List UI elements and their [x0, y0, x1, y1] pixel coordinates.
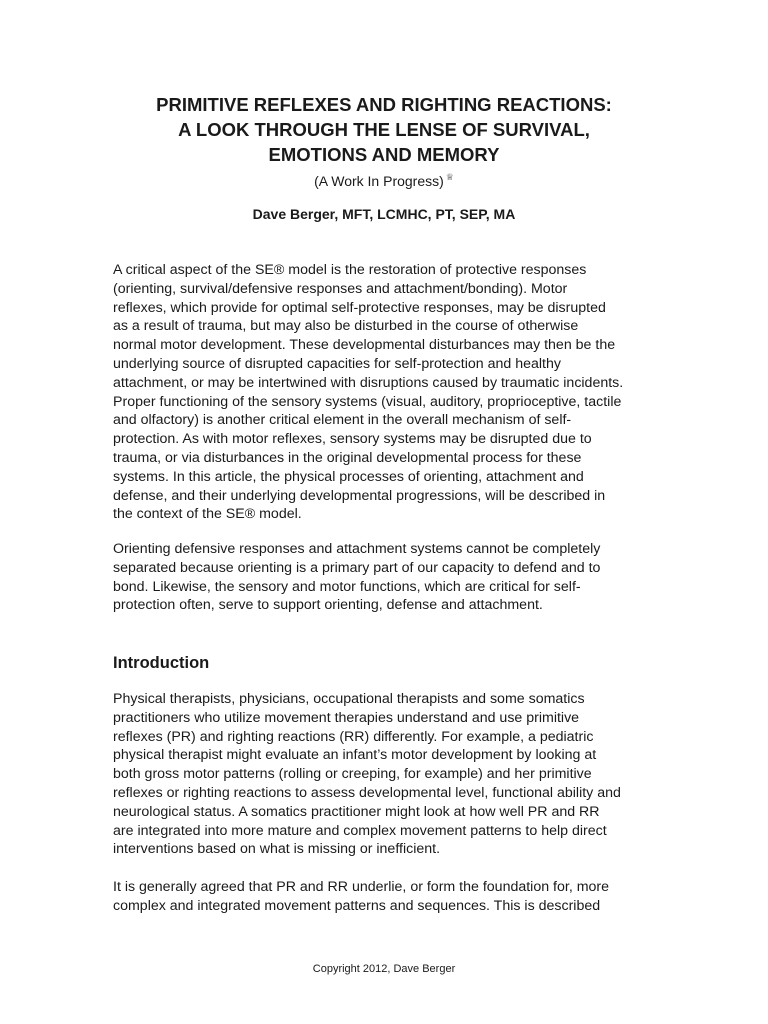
paragraph-line: normal motor development. These developmental disturbances may then be the: [113, 337, 616, 354]
paragraph-line: are integrated into more mature and complex movement patterns to help direct: [113, 822, 607, 839]
paragraph-line: reflexes (PR) and righting reactions (RR) differently. For example, a pediatric: [113, 728, 594, 745]
title-line-3: EMOTIONS AND MEMORY: [268, 144, 500, 165]
paragraph-line: bond. Likewise, the sensory and motor functions, which are critical for self-: [113, 578, 581, 595]
paragraph-line: reflexes or righting reactions to assess developmental level, functional ability and: [113, 784, 621, 801]
title-line-2: A LOOK THROUGH THE LENSE OF SURVIVAL,: [178, 119, 590, 140]
paragraph-line: Physical therapists, physicians, occupational therapists and some somatics: [113, 691, 585, 707]
title-line-1: PRIMITIVE REFLEXES AND RIGHTING REACTIONS:: [156, 94, 612, 115]
paragraph-line: trauma, or via disturbances in the original developmental process for these: [113, 449, 582, 466]
paragraph-line: complex and integrated movement patterns and sequences. This is described: [113, 897, 601, 914]
paragraph-line: attachment, or may be intertwined with disruptions caused by traumatic incidents.: [113, 374, 624, 391]
paragraph-line: as a result of trauma, but may also be disturbed in the course of otherwise: [113, 318, 579, 335]
copyright-footer: Copyright 2012, Dave Berger: [312, 963, 456, 975]
paragraph-line: It is generally agreed that PR and RR underlie, or form the foundation for, more: [113, 879, 610, 895]
paragraph-3: [113, 690, 673, 859]
subtitle: [0, 168, 768, 190]
paragraph-line: neurological status. A somatics practitioner might look at how well PR and RR: [113, 803, 600, 820]
paragraph-line: practitioners who utilize movement therapies understand and use primitive: [113, 709, 580, 726]
paragraph-line: protection. As with motor reflexes, sensory systems may be disrupted due to: [113, 431, 592, 448]
footnote-mark-icon: ♕: [445, 172, 454, 182]
paragraph-line: Orienting defensive responses and attachment systems cannot be completely: [113, 541, 601, 557]
paragraph-4: [113, 878, 673, 916]
paragraph-line: defense, and their underlying developmental progressions, will be described in: [113, 487, 606, 504]
paragraph-line: underlying source of disrupted capacities for self-protection and healthy: [113, 355, 561, 372]
subtitle-text: (A Work In Progress): [314, 173, 444, 189]
paragraph-line: systems. In this article, the physical processes of orienting, attachment and: [113, 468, 584, 485]
paragraph-line: the context of the SE® model.: [113, 506, 302, 523]
paragraph-line: Proper functioning of the sensory systems (visual, auditory, proprioceptive, tactile: [113, 393, 622, 410]
paragraph-line: and olfactory) is another critical element in the overall mechanism of self-: [113, 412, 572, 429]
paragraph-1: [113, 261, 673, 524]
section-heading-introduction: Introduction: [113, 654, 210, 672]
paragraph-line: reflexes, which provide for optimal self-protective responses, may be disrupted: [113, 299, 606, 316]
paragraph-line: physical therapist might evaluate an infant’s motor development by looking at: [113, 747, 597, 764]
author-line: Dave Berger, MFT, LCMHC, PT, SEP, MA: [252, 206, 516, 222]
paragraph-line: both gross motor patterns (rolling or creeping, for example) and her primitive: [113, 766, 592, 783]
paragraph-2: [113, 540, 673, 615]
paragraph-line: protection often, serve to support orienting, defense and attachment.: [113, 597, 543, 614]
paragraph-line: A critical aspect of the SE® model is the restoration of protective responses: [113, 262, 587, 278]
document-title: [0, 92, 768, 167]
paragraph-line: (orienting, survival/defensive responses and attachment/bonding). Motor: [113, 280, 568, 297]
paragraph-line: separated because orienting is a primary part of our capacity to defend and to: [113, 559, 601, 576]
paragraph-line: interventions based on what is missing or inefficient.: [113, 841, 441, 858]
